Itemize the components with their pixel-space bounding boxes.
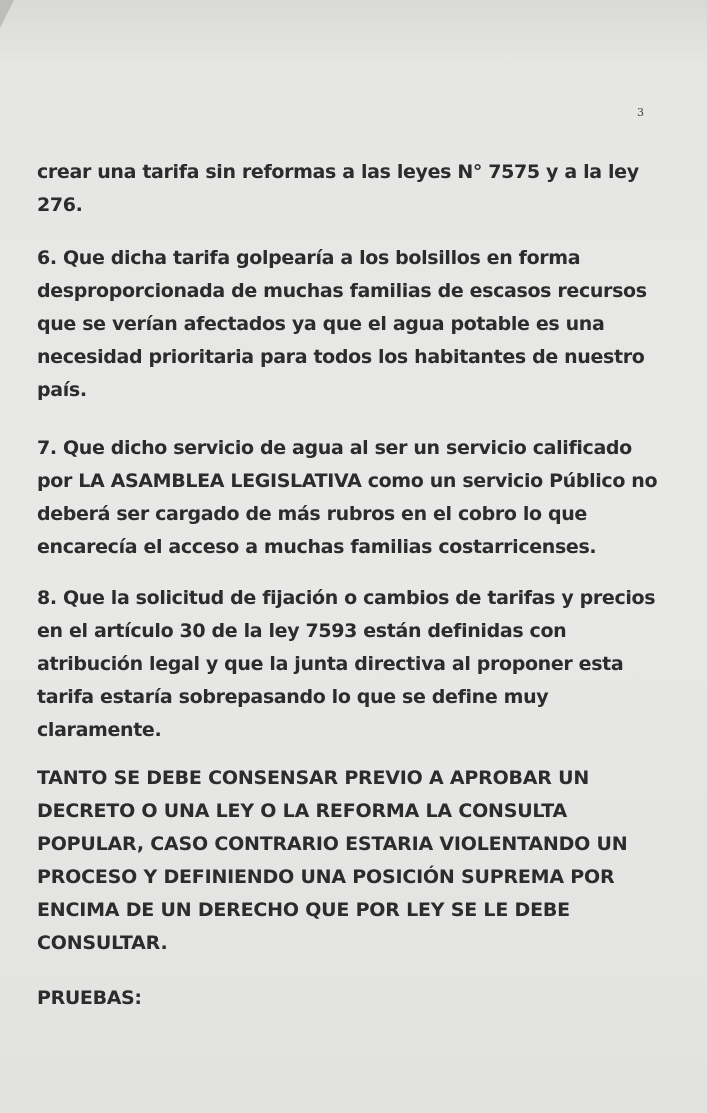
paragraph-text: 8. Que la solicitud de fijación o cambios de tarifas y precios en el artículo 30 de la ley 7593 están definidas con atribución legal y que la junta directiva al proponer esta tarifa estaría sobrepasando lo que se define muy claramente.	[37, 587, 656, 741]
paragraph-text: crear una tarifa sin reformas a las leyes N° 7575 y a la ley 276.	[37, 161, 639, 216]
page-number: 3	[637, 106, 644, 119]
page-fold-corner	[0, 0, 14, 28]
paragraph-item-6	[37, 242, 667, 407]
paragraph-continuation	[37, 156, 667, 222]
paragraph-item-7	[37, 432, 667, 564]
paragraph-conclusion	[37, 762, 667, 960]
paragraph-text: TANTO SE DEBE CONSENSAR PREVIO A APROBAR UN DECRETO O UNA LEY O LA REFORMA LA CONSULTA POPULAR, CASO CONTRARIO ESTARIA VIOLENTANDO UN PROCESO Y DEFINIENDO UNA POSICIÓN SUPREMA POR ENCIMA DE UN DERECHO QUE POR LEY SE LE DEBE CONSULTAR.	[37, 767, 628, 954]
heading-text: PRUEBAS:	[37, 987, 142, 1009]
paragraph-text: 6. Que dicha tarifa golpearía a los bolsillos en forma desproporcionada de muchas familias de escasos recursos que se verían afectados ya que el agua potable es una necesidad prioritaria para todos los habitantes de nuestro país.	[37, 247, 647, 401]
paragraph-item-8	[37, 582, 667, 747]
paragraph-text: 7. Que dicho servicio de agua al ser un servicio calificado por LA ASAMBLEA LEGISLATIVA como un servicio Público no deberá ser cargado de más rubros en el cobro lo que encarecía el acceso a muchas familias costarricenses.	[37, 437, 658, 558]
section-heading-pruebas	[37, 982, 667, 1015]
